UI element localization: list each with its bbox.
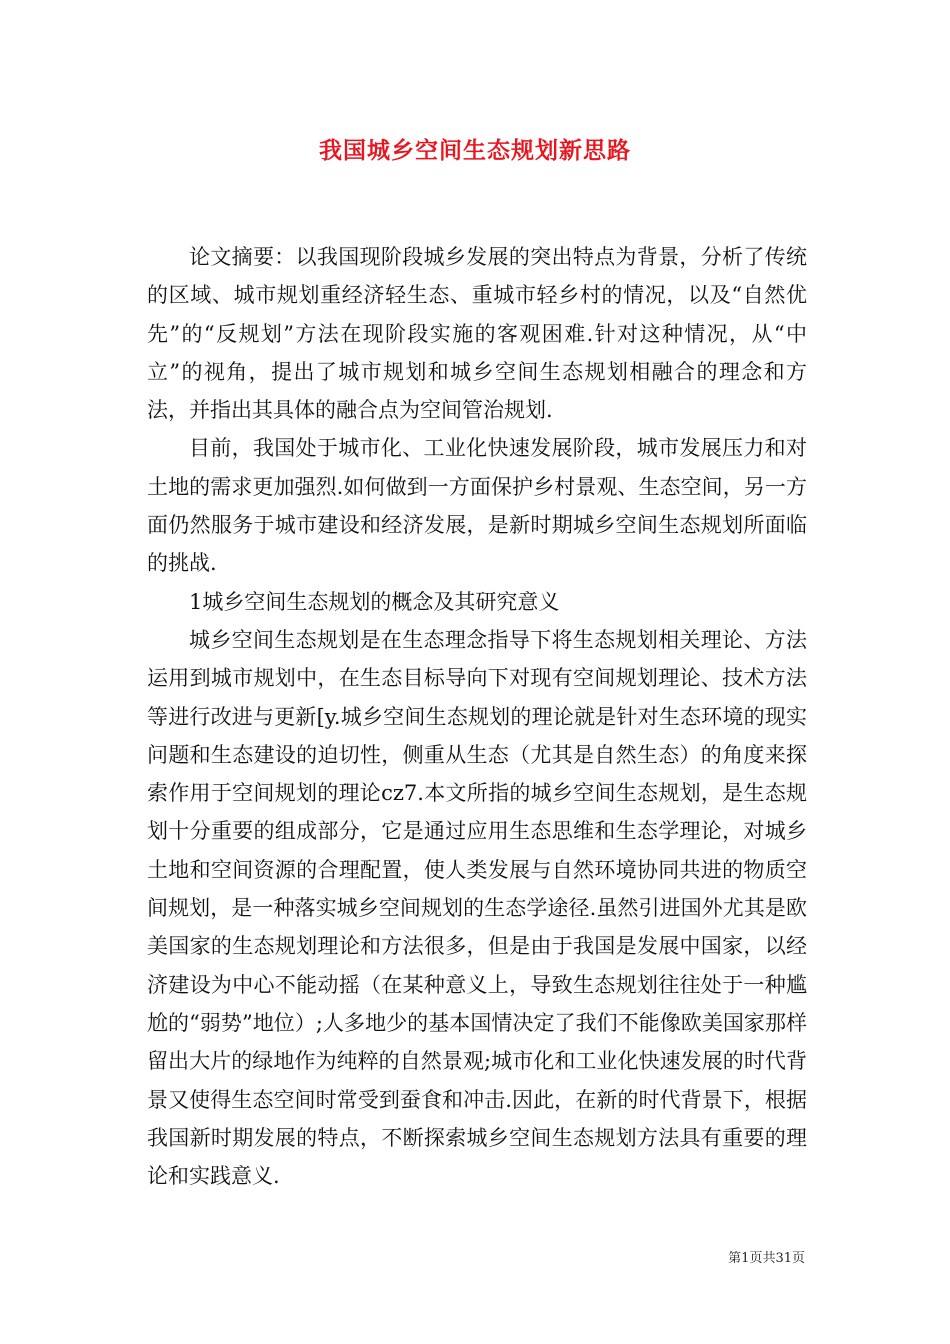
abstract-paragraph: 论文摘要：以我国现阶段城乡发展的突出特点为背景，分析了传统的区域、城市规划重经济轻生态、重城市轻乡村的情况，以及“自然优先”的“反规划”方法在现阶段实施的客观困难.针对这种情况，从“中立”的视角，提出了城市规划和城乡空间生态规划相融合的理念和方法，并指出其具体的融合点为空间管治规划. — [147, 245, 807, 423]
intro-paragraph: 目前，我国处于城市化、工业化快速发展阶段，城市发展压力和对土地的需求更加强烈.如何做到一方面保护乡村景观、生态空间，另一方面仍然服务于城市建设和经济发展，是新时期城乡空间生态规划所面临的挑战. — [147, 436, 807, 576]
section-paragraph: 城乡空间生态规划是在生态理念指导下将生态规划相关理论、方法运用到城市规划中，在生态目标导向下对现有空间规划理论、技术方法等进行改进与更新[y.城乡空间生态规划的理论就是针对生态环境的现实问题和生态建设的迫切性，侧重从生态（尤其是自然生态）的角度来探索作用于空间规划的理论cz7.本文所指的城乡空间生态规划，是生态规划十分重要的组成部分，它是通过应用生态思维和生态学理论，对城乡土地和空间资源的合理配置，使人类发展与自然环境协同共进的物质空间规划，是一种落实城乡空间规划的生态学途径.虽然引进国外尤其是欧美国家的生态规划理论和方法很多，但是由于我国是发展中国家，以经济建设为中心不能动摇（在某种意义上，导致生态规划往往处于一种尴尬的“弱势”地位）;人多地少的基本国情决定了我们不能像欧美国家那样留出大片的绿地作为纯粹的自然景观;城市化和工业化快速发展的时代背景又使得生态空间时常受到蚕食和冲击.因此，在新的时代背景下，根据我国新时期发展的特点，不断探索城乡空间生态规划方法具有重要的理论和实践意义. — [147, 627, 807, 1189]
section-heading: 1城乡空间生态规划的概念及其研究意义 — [189, 589, 560, 614]
page-number-footer: 第1页共31页 — [728, 1251, 805, 1266]
document-body — [147, 238, 807, 1195]
document-title: 我国城乡空间生态规划新思路 — [319, 137, 631, 164]
